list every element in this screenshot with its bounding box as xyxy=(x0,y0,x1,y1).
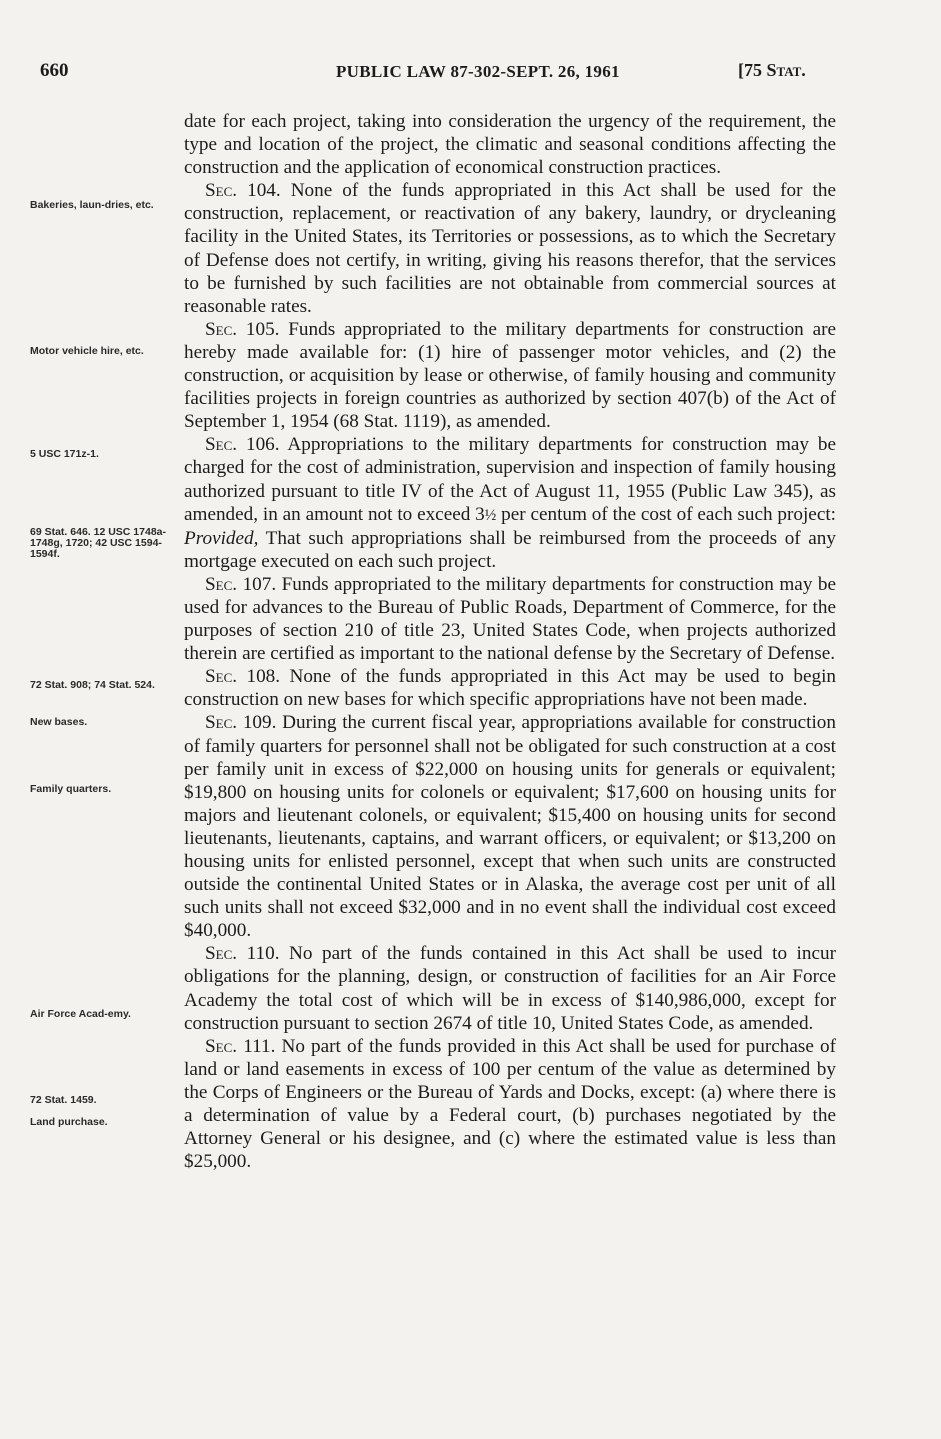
section-text: 105. Funds appropriated to the military departments for construction are hereby made available for: (1) hire of passenger motor vehicles, and (2) the construction, or acquisition by lease or otherwise, of family housing and community facilities projects in foreign countries as authorized by section 407(b) of the Act of September 1, 1954 (68 Stat. 1119), as amended. xyxy=(184,318,836,433)
margin-note-new-bases: New bases. xyxy=(30,716,88,728)
page-number: 660 xyxy=(40,60,69,81)
section-text: That such appropriations shall be reimbursed from the proceeds of any mortgage executed on each such project. xyxy=(184,527,836,572)
margin-note-72-stat-908: 72 Stat. 908; 74 Stat. 524. xyxy=(30,679,155,691)
margin-note-5-usc: 5 USC 171z-1. xyxy=(30,448,99,460)
section-text: 107. Funds appropriated to the military departments for construction may be used for advances to the Bureau of Public Roads, Department of Commerce, for the purposes of section 210 of title 23, United States Code, when projects authorized therein are certified as important to the national defense by the Secretary of Defense. xyxy=(184,573,836,665)
section-108 xyxy=(184,665,836,711)
section-text: 111. No part of the funds provided in this Act shall be used for purchase of land or land easements in excess of 100 per centum of the value as determined by the Corps of Engineers or the Bureau of Yards and Docks, except: (a) where there is a determination of value by a Federal court, (b) purchases negotiated by the Attorney General or his designee, and (c) where the estimated value is less than $25,000. xyxy=(184,1035,836,1173)
section-109 xyxy=(184,711,836,942)
margin-note-69-stat: 69 Stat. 646. 12 USC 1748a-1748g, 1720; 42 USC 1594-1594f. xyxy=(30,526,166,560)
section-label: Sec. xyxy=(205,573,238,595)
section-111 xyxy=(184,1035,836,1174)
section-104 xyxy=(184,179,836,318)
margin-note-land-purchase: Land purchase. xyxy=(30,1116,108,1128)
paragraph-continuation: date for each project, taking into consideration the urgency of the requirement, the type and location of the project, the climatic and seasonal conditions affecting the construction and the application of economical construction practices. xyxy=(184,111,836,179)
section-label: Sec. xyxy=(205,180,238,202)
provided-italic: Provided, xyxy=(184,527,259,549)
section-label: Sec. xyxy=(205,712,238,734)
margin-note-bakeries: Bakeries, laun-dries, etc. xyxy=(30,199,154,211)
margin-note-72-stat-1459: 72 Stat. 1459. xyxy=(30,1094,97,1106)
running-head: PUBLIC LAW 87-302-SEPT. 26, 1961 xyxy=(336,62,620,81)
volume-prefix: [75 xyxy=(738,60,767,80)
section-text: 106. Appropriations to the military departments for construction may be charged for the cost of administration, supervision and inspection of family housing authorized pursuant to title IV of the Act of August 11, 1955 (Public Law 345), as amended, in an amount not to exceed 3 xyxy=(184,434,836,525)
section-label: Sec. xyxy=(205,1035,238,1057)
fraction-one-half: ½ xyxy=(484,506,497,524)
section-text: 108. None of the funds appropriated in this Act may be used to begin construction on new bases for which specific appropriations have not been made. xyxy=(184,666,836,711)
section-107 xyxy=(184,573,836,665)
section-106 xyxy=(184,433,836,573)
section-label: Sec. xyxy=(205,943,238,965)
section-label: Sec. xyxy=(205,434,238,456)
section-text: 104. None of the funds appropriated in this Act shall be used for the construction, replacement, or reactivation of any bakery, laundry, or drycleaning facility in the United States, its Territories or possessions, as to which the Secretary of Defense does not certify, in writing, giving his reasons therefor, that the services to be furnished by such facilities are not obtainable from commercial sources at reasonable rates. xyxy=(184,180,836,317)
section-text: per centum of the cost of each such project: xyxy=(496,503,836,525)
margin-note-family-quarters: Family quarters. xyxy=(30,783,112,795)
volume-abbreviation: Stat. xyxy=(766,60,806,80)
section-110 xyxy=(184,942,836,1034)
volume-citation xyxy=(738,60,806,81)
margin-note-air-force-academy: Air Force Acad-emy. xyxy=(30,1008,131,1020)
margin-note-motor-vehicle: Motor vehicle hire, etc. xyxy=(30,345,144,357)
body-text xyxy=(184,110,836,1173)
section-label: Sec. xyxy=(205,666,238,688)
section-text: 109. During the current fiscal year, appropriations available for construction of family quarters for personnel shall not be obligated for such construction at a cost per family unit in excess of $22,000 on housing units for generals or equivalent; $19,800 on housing units for colonels or equivalent; $17,600 on housing units for majors and lieutenant colonels, or equivalent; $15,400 on housing units for second lieutenants, lieutenants, captains, and warrant officers, or equivalent; or $13,200 on housing units for enlisted personnel, except that when such units are constructed outside the continental United States or in Alaska, the average cost per unit of all such units shall not exceed $32,000 and in no event shall the individual cost exceed $40,000. xyxy=(184,712,836,942)
section-text: 110. No part of the funds contained in this Act shall be used to incur obligations for the planning, design, or construction of facilities for an Air Force Academy the total cost of which will be in excess of $140,986,000, except for construction pursuant to section 2674 of title 10, United States Code, as amended. xyxy=(184,943,836,1034)
section-label: Sec. xyxy=(205,318,238,340)
section-105 xyxy=(184,318,836,433)
